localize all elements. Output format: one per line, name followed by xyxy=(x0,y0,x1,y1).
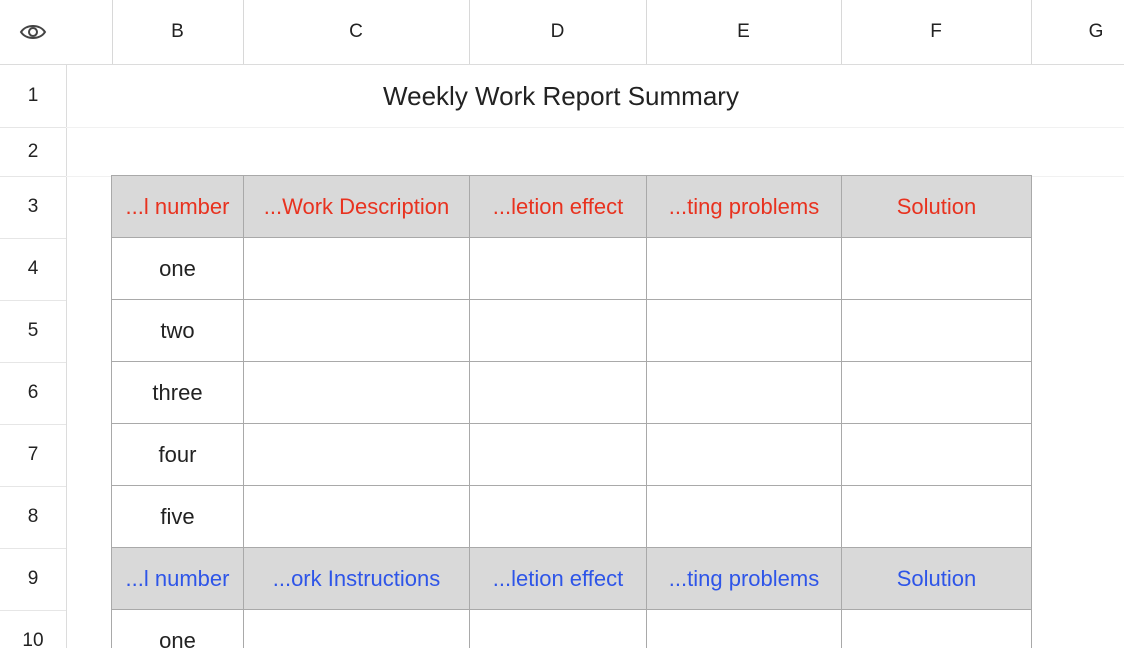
row-header-9[interactable]: 9 xyxy=(27,568,39,589)
work-description-cell[interactable] xyxy=(244,424,470,486)
serial-cell[interactable]: one xyxy=(112,610,244,648)
column-divider xyxy=(469,0,470,64)
row-divider xyxy=(0,610,66,611)
solution-cell[interactable] xyxy=(842,610,1032,648)
column-header-b[interactable]: B xyxy=(171,21,184,42)
row-divider xyxy=(0,176,66,177)
column-header-f[interactable]: F xyxy=(930,21,942,42)
serial-cell[interactable]: one xyxy=(112,238,244,300)
header-existing-problems[interactable]: ...ting problems xyxy=(647,548,842,610)
work-description-cell[interactable] xyxy=(244,362,470,424)
eye-icon xyxy=(19,22,47,42)
work-description-cell[interactable] xyxy=(244,610,470,648)
row-divider xyxy=(0,127,66,128)
row-divider xyxy=(0,362,66,363)
row-header-8[interactable]: 8 xyxy=(27,506,39,527)
serial-cell[interactable]: two xyxy=(112,300,244,362)
header-solution[interactable]: Solution xyxy=(842,548,1032,610)
header-serial-number[interactable]: ...l number xyxy=(112,548,244,610)
row-header-4[interactable]: 4 xyxy=(27,258,39,279)
column-divider xyxy=(243,0,244,64)
row-header-7[interactable]: 7 xyxy=(27,444,39,465)
row-header-10[interactable]: 10 xyxy=(22,630,44,648)
header-work-description[interactable]: ...Work Description xyxy=(244,176,470,238)
completion-effect-cell[interactable] xyxy=(470,238,647,300)
header-completion-effect[interactable]: ...letion effect xyxy=(470,548,647,610)
solution-cell[interactable] xyxy=(842,362,1032,424)
serial-cell[interactable]: five xyxy=(112,486,244,548)
column-divider xyxy=(646,0,647,64)
completion-effect-cell[interactable] xyxy=(470,610,647,648)
existing-problems-cell[interactable] xyxy=(647,238,842,300)
solution-cell[interactable] xyxy=(842,300,1032,362)
solution-cell[interactable] xyxy=(842,486,1032,548)
solution-cell[interactable] xyxy=(842,238,1032,300)
completion-effect-cell[interactable] xyxy=(470,486,647,548)
solution-cell[interactable] xyxy=(842,424,1032,486)
work-description-cell[interactable] xyxy=(244,300,470,362)
header-existing-problems[interactable]: ...ting problems xyxy=(647,176,842,238)
completion-effect-cell[interactable] xyxy=(470,424,647,486)
work-description-cell[interactable] xyxy=(244,238,470,300)
row-divider xyxy=(0,238,66,239)
column-header-g[interactable]: G xyxy=(1088,21,1104,42)
column-divider xyxy=(841,0,842,64)
row-divider xyxy=(66,127,1124,128)
row-header-divider xyxy=(66,64,67,648)
column-header-d[interactable]: D xyxy=(550,21,565,42)
header-work-instructions[interactable]: ...ork Instructions xyxy=(244,548,470,610)
row-header-3[interactable]: 3 xyxy=(27,196,39,217)
header-serial-number[interactable]: ...l number xyxy=(112,176,244,238)
header-completion-effect[interactable]: ...letion effect xyxy=(470,176,647,238)
row-header-6[interactable]: 6 xyxy=(27,382,39,403)
column-header-c[interactable]: C xyxy=(349,21,363,42)
row-divider xyxy=(0,548,66,549)
completion-effect-cell[interactable] xyxy=(470,300,647,362)
column-divider xyxy=(1031,0,1032,64)
serial-cell[interactable]: three xyxy=(112,362,244,424)
serial-cell[interactable]: four xyxy=(112,424,244,486)
row-divider xyxy=(0,486,66,487)
column-divider xyxy=(112,0,113,64)
existing-problems-cell[interactable] xyxy=(647,486,842,548)
column-header-e[interactable]: E xyxy=(737,21,750,42)
completion-effect-cell[interactable] xyxy=(470,362,647,424)
existing-problems-cell[interactable] xyxy=(647,300,842,362)
row-header-5[interactable]: 5 xyxy=(27,320,39,341)
row-header-1[interactable]: 1 xyxy=(27,85,39,106)
report-title[interactable]: Weekly Work Report Summary xyxy=(383,80,739,111)
work-description-cell[interactable] xyxy=(244,486,470,548)
existing-problems-cell[interactable] xyxy=(647,610,842,648)
row-header-2[interactable]: 2 xyxy=(27,140,39,162)
existing-problems-cell[interactable] xyxy=(647,362,842,424)
existing-problems-cell[interactable] xyxy=(647,424,842,486)
header-solution[interactable]: Solution xyxy=(842,176,1032,238)
row-divider xyxy=(0,424,66,425)
visibility-toggle[interactable] xyxy=(0,0,66,64)
row-divider xyxy=(0,300,66,301)
